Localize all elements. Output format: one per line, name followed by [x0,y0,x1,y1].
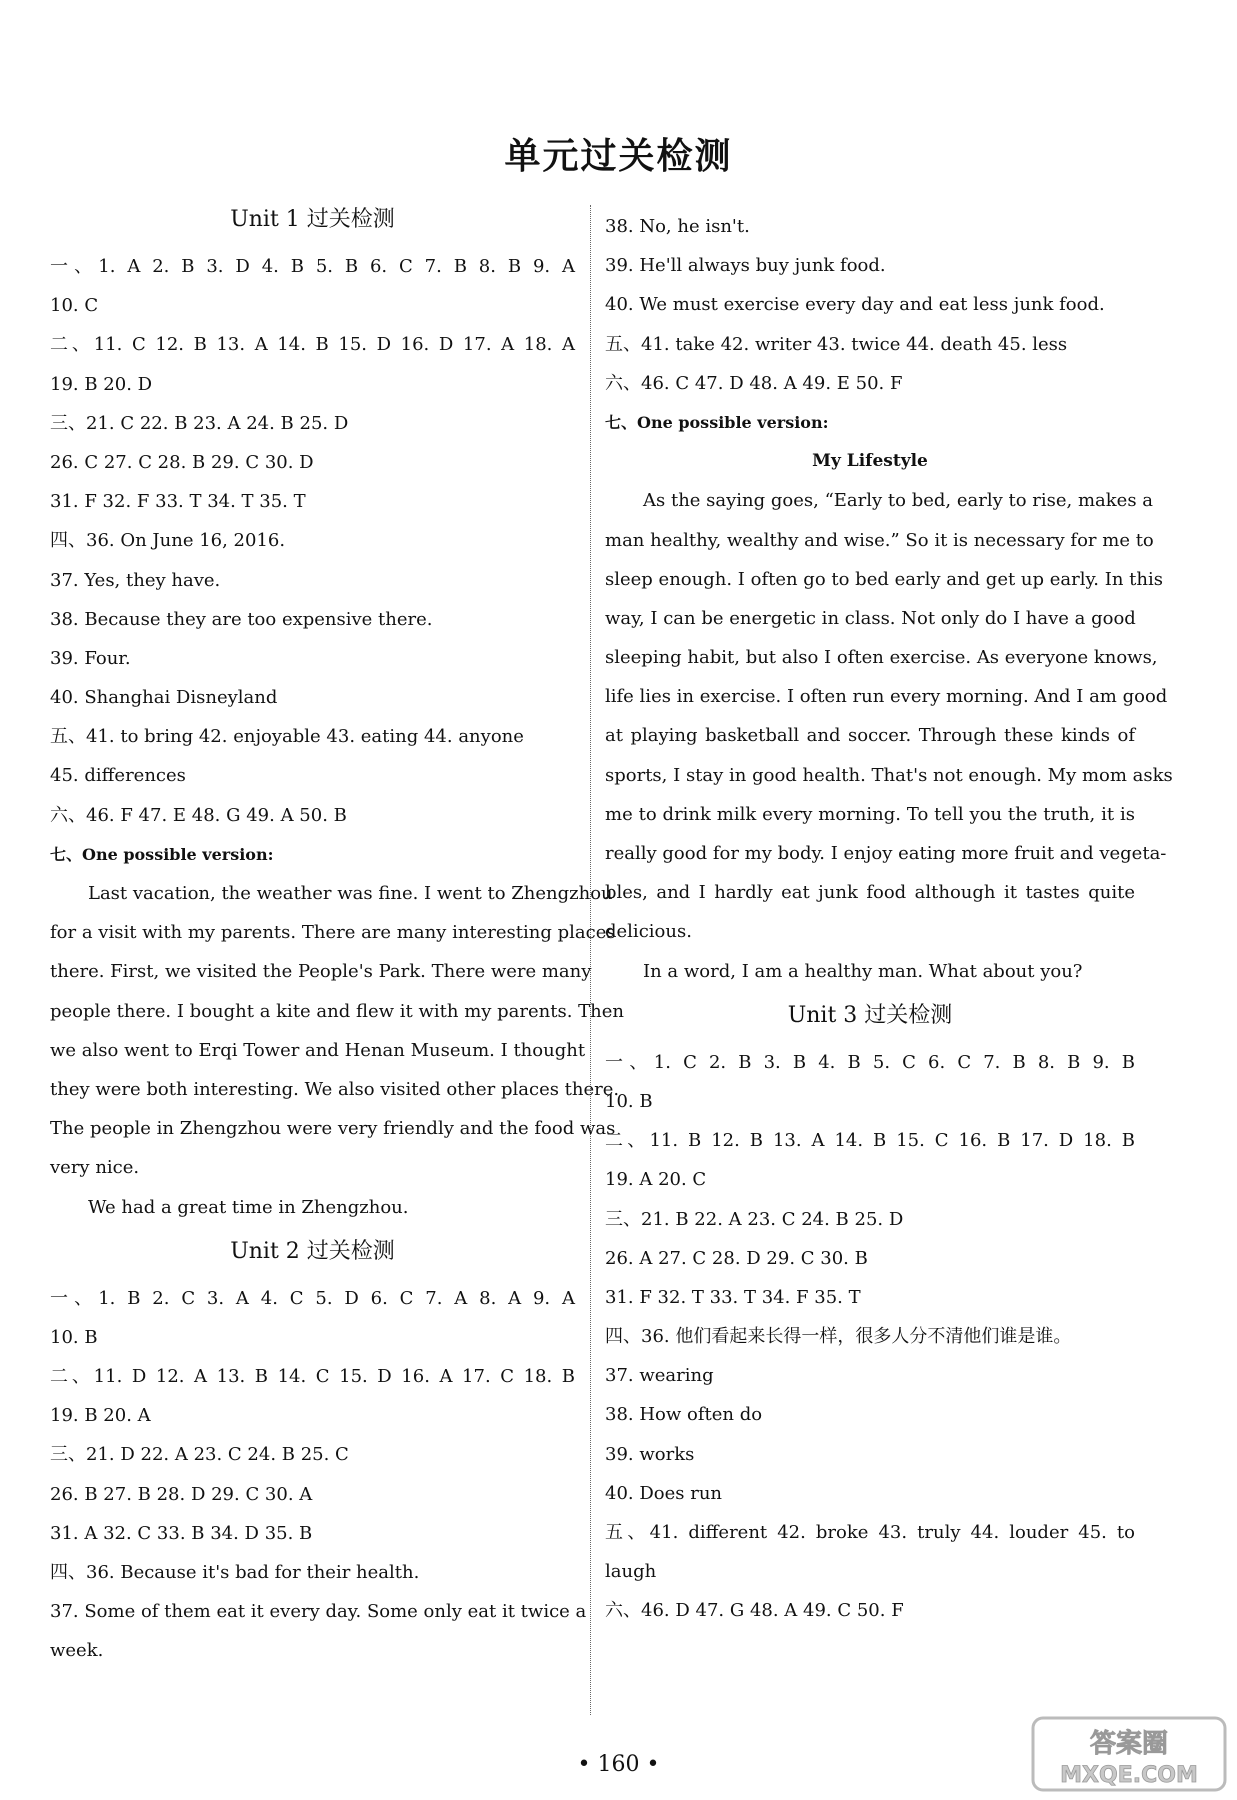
unit1-essay-line: for a visit with my parents. There are many interesting places [50,922,616,944]
unit1-line: 二、11. C 12. B 13. A 14. B 15. D 16. D 17. A 18. A [50,334,575,356]
unit3-line: 38. How often do [605,1404,763,1426]
svg-text:答案圈: 答案圈 [1089,1729,1169,1759]
unit1-essay-line: Last vacation, the weather was fine. I went to Zhengzhou [88,883,613,904]
unit2-line: 40. We must exercise every day and eat less junk food. [605,294,1105,316]
unit1-essay-line: we also went to Erqi Tower and Henan Museum. I thought [50,1039,586,1061]
unit1-line: 37. Yes, they have. [50,569,221,591]
unit1-line: 31. F 32. F 33. T 34. T 35. T [50,491,306,513]
unit2-essay-line: way, I can be energetic in class. Not only do I have a good [605,607,1136,629]
unit1-line: 一、1. A 2. B 3. D 4. B 5. B 6. C 7. B 8. B 9. A [50,256,575,277]
unit2-line: 31. A 32. C 33. B 34. D 35. B [50,1522,313,1544]
unit2-title: Unit 2 过关检测 [230,1238,395,1264]
unit2-essay-line: sleeping habit, but also I often exercise. As everyone knows, [605,647,1158,669]
unit2-line: 38. No, he isn't. [605,216,750,237]
unit3-line: 19. A 20. C [605,1169,707,1191]
unit1-line: 19. B 20. D [50,373,153,395]
unit3-line: 31. F 32. T 33. T 34. F 35. T [605,1286,861,1308]
unit1-line: 45. differences [50,765,186,787]
unit2-essay-line: In a word, I am a healthy man. What about you? [643,960,1083,982]
unit1-line: 26. C 27. C 28. B 29. C 30. D [50,451,314,473]
page-title: 单元过关检测 [504,136,733,177]
unit2-essay-line: me to drink milk every morning. To tell you the truth, it is [605,803,1135,825]
unit2-line: 三、21. D 22. A 23. C 24. B 25. C [50,1444,349,1466]
unit3-title: Unit 3 过关检测 [787,1002,953,1028]
unit3-line: 二、11. B 12. B 13. A 14. B 15. C 16. B 17. D 18. B [605,1130,1135,1152]
unit2-line: 10. B [50,1326,98,1348]
unit2-line: week. [50,1640,104,1662]
unit3-line: laugh [605,1561,657,1583]
unit2-line: 39. He'll always buy junk food. [605,255,886,277]
unit1-line: 六、46. F 47. E 48. G 49. A 50. B [50,804,347,826]
unit1-line: 三、21. C 22. B 23. A 24. B 25. D [50,412,349,434]
unit1-writing-hint: 七、One possible version: [50,844,274,864]
unit3-line: 一、1. C 2. B 3. B 4. B 5. C 6. C 7. B 8. B 9. B [605,1051,1135,1073]
unit2-essay-line: delicious. [605,921,692,943]
unit3-line: 五、41. different 42. broke 43. truly 44. louder 45. to [605,1522,1135,1543]
unit2-essay-line: bles, and I hardly eat junk food although it tastes quite [605,882,1135,904]
unit1-line: 五、41. to bring 42. enjoyable 43. eating 44. anyone [50,726,524,748]
unit1-essay-line: they were both interesting. We also visited other places there. [50,1078,620,1100]
unit2-essay-line: sleep enough. I often go to bed early and get up early. In this [605,568,1163,590]
unit2-line: 一、1. B 2. C 3. A 4. C 5. D 6. C 7. A 8. A 9. A [50,1287,575,1309]
unit3-line: 四、36. 他们看起来长得一样，很多人分不清他们谁是谁。 [605,1326,1072,1348]
unit2-line: 五、41. take 42. writer 43. twice 44. death 45. less [605,333,1068,355]
unit1-line: 40. Shanghai Disneyland [50,687,278,709]
unit1-essay-line: there. First, we visited the People's Park. There were many [50,961,592,983]
unit3-line: 10. B [605,1090,653,1112]
unit2-essay-line: life lies in exercise. I often run every morning. And I am good [605,686,1168,708]
svg-text:MXQE.COM: MXQE.COM [1060,1763,1198,1788]
unit3-line: 39. works [605,1443,695,1465]
unit2-essay-line: As the saying goes, “Early to bed, early to rise, makes a [643,490,1154,512]
unit1-line: 38. Because they are too expensive there. [50,608,433,630]
unit1-essay-line: We had a great time in Zhengzhou. [88,1196,409,1218]
right-column [605,207,1173,1631]
unit2-line: 四、36. Because it's bad for their health. [50,1562,420,1583]
unit2-essay-title: My Lifestyle [812,451,928,472]
unit2-line: 六、46. C 47. D 48. A 49. E 50. F [605,372,903,394]
column-divider [590,205,591,1715]
unit1-essay-line: very nice. [50,1157,140,1179]
unit2-essay-line: at playing basketball and soccer. Through these kinds of [605,725,1135,747]
unit3-line: 26. A 27. C 28. D 29. C 30. B [605,1247,868,1269]
unit2-line: 19. B 20. A [50,1405,151,1427]
unit3-line: 六、46. D 47. G 48. A 49. C 50. F [605,1600,904,1622]
unit1-line: 39. Four. [50,647,131,669]
unit2-essay-line: man healthy, wealthy and wise.” So it is necessary for me to [605,529,1154,551]
unit1-line: 10. C [50,295,99,317]
unit1-title: Unit 1 过关检测 [230,207,395,232]
watermark-logo [1029,1714,1229,1794]
unit3-line: 37. wearing [605,1365,714,1387]
unit1-essay-line: The people in Zhengzhou were very friendly and the food was [50,1118,616,1140]
unit1-line: 四、36. On June 16, 2016. [50,530,286,552]
page-number: • 160 • [577,1752,660,1777]
unit2-essay-line: sports, I stay in good health. That's not enough. My mom asks [605,764,1173,786]
unit1-essay-line: people there. I bought a kite and flew it with my parents. Then [50,1000,625,1022]
unit2-line: 二、11. D 12. A 13. B 14. C 15. D 16. A 17. C 18. B [50,1366,575,1388]
unit3-line: 三、21. B 22. A 23. C 24. B 25. D [605,1208,904,1230]
unit2-writing-hint: 七、One possible version: [605,412,829,432]
left-column [50,195,625,1671]
unit3-line: 40. Does run [605,1482,723,1504]
unit2-line: 26. B 27. B 28. D 29. C 30. A [50,1483,313,1505]
unit2-line: 37. Some of them eat it every day. Some only eat it twice a [50,1601,587,1623]
unit2-essay-line: really good for my body. I enjoy eating more fruit and vegeta- [605,843,1167,864]
